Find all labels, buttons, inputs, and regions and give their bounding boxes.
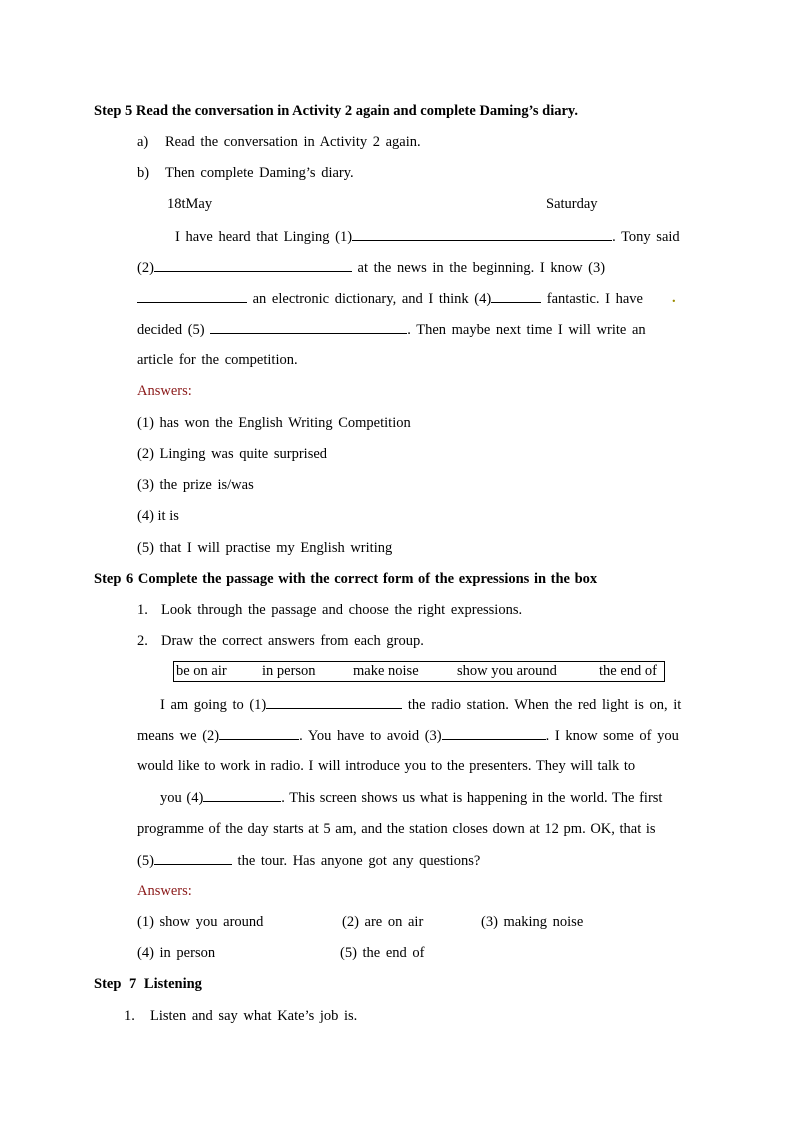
diary-line-1-text-b: . Tony said [612, 229, 680, 245]
passage-line-2-text-b: . You have to avoid (3) [299, 728, 442, 744]
step5-answer-3: (3) the prize is/was [137, 477, 254, 493]
diary-date: 18tMay [167, 196, 213, 212]
step5-answer-1: (1) has won the English Writing Competition [137, 415, 411, 431]
passage-line-1 [160, 694, 681, 715]
passage-line-1-text-a: I am going to (1) [160, 697, 267, 713]
step6-answer-2: (2) are on air [342, 914, 424, 930]
diary-line-4-text-b: . Then maybe next time I will write an [407, 322, 646, 338]
blank-2 [154, 257, 352, 272]
step6-item-1: Look through the passage and choose the right expressions. [161, 602, 523, 618]
diary-line-3-text-b: an electronic dictionary, and I think (4) [247, 291, 492, 307]
step7-item-1: Listen and say what Kate’s job is. [150, 1008, 358, 1024]
step5-item-a-marker: a) [137, 134, 149, 150]
diary-line-2 [137, 257, 605, 278]
step6-answer-3: (3) making noise [481, 914, 584, 930]
diary-line-1-text-a: I have heard that Linging (1) [175, 229, 353, 245]
diary-line-3 [137, 288, 643, 309]
diary-line-3-text-c: fantastic. I have [541, 291, 643, 307]
passage-line-4-text-a: you (4) [160, 790, 204, 806]
diary-line-5: article for the competition. [137, 352, 298, 368]
step5-answers-label: Answers: [137, 383, 192, 399]
passage-blank-5 [154, 850, 232, 865]
passage-line-6-text-a: (5) [137, 853, 154, 869]
step6-item-1-marker: 1. [137, 602, 148, 618]
step5-answer-4: (4) it is [137, 508, 179, 524]
step6-item-2: Draw the correct answers from each group. [161, 633, 424, 649]
expression-1: be on air [176, 663, 227, 679]
expressions-box [173, 661, 665, 682]
blank-3 [137, 288, 247, 303]
diary-day: Saturday [546, 196, 598, 212]
step6-heading: Step 6 Complete the passage with the correct form of the expressions in the box [94, 571, 598, 587]
passage-blank-4 [203, 787, 281, 802]
diary-line-4 [137, 319, 646, 340]
expression-2: in person [262, 663, 316, 679]
step5-heading: Step 5 Read the conversation in Activity 2 again and complete Daming’s diary. [94, 103, 579, 119]
step5-answer-5: (5) that I will practise my English writing [137, 540, 393, 556]
passage-blank-1 [266, 694, 402, 709]
passage-line-2 [137, 725, 679, 746]
passage-blank-3 [442, 725, 546, 740]
passage-line-5: programme of the day starts at 5 am, and the station closes down at 12 pm. OK, that is [137, 821, 656, 837]
step6-answer-1: (1) show you around [137, 914, 264, 930]
passage-line-3: would like to work in radio. I will introduce you to the presenters. They will talk to [137, 758, 636, 774]
step5-item-b: Then complete Daming’s diary. [165, 165, 354, 181]
blank-4 [491, 288, 541, 303]
expression-3: make noise [353, 663, 419, 679]
blank-5 [210, 319, 407, 334]
passage-line-4-text-b: . This screen shows us what is happening in the world. The first [281, 790, 663, 806]
diary-line-2-text-b: at the news in the beginning. I know (3) [351, 260, 606, 276]
diary-line-3-dot: . [672, 290, 676, 306]
step5-item-b-marker: b) [137, 165, 150, 181]
passage-line-2-text-a: means we (2) [137, 728, 220, 744]
passage-line-6-text-b: the tour. Has anyone got any questions? [231, 853, 481, 869]
passage-line-2-text-c: . I know some of you [545, 728, 679, 744]
expression-4: show you around [457, 663, 557, 679]
step6-answers-label: Answers: [137, 883, 192, 899]
step5-item-a: Read the conversation in Activity 2 again. [165, 134, 421, 150]
diary-line-2-text-a: (2) [137, 260, 154, 276]
step6-answer-5: (5) the end of [340, 945, 425, 961]
passage-line-1-text-b: the radio station. When the red light is on, it [402, 697, 682, 713]
passage-blank-2 [219, 725, 299, 740]
step6-item-2-marker: 2. [137, 633, 148, 649]
blank-1 [352, 226, 612, 241]
diary-line-1 [175, 226, 680, 247]
step7-item-1-marker: 1. [124, 1008, 135, 1024]
passage-line-6 [137, 850, 480, 871]
step6-answer-4: (4) in person [137, 945, 216, 961]
expression-5: the end of [599, 663, 657, 679]
step5-answer-2: (2) Linging was quite surprised [137, 446, 328, 462]
passage-line-4 [160, 787, 662, 808]
diary-line-4-text-a: decided (5) [137, 322, 211, 338]
step7-heading: Step 7 Listening [94, 976, 202, 992]
